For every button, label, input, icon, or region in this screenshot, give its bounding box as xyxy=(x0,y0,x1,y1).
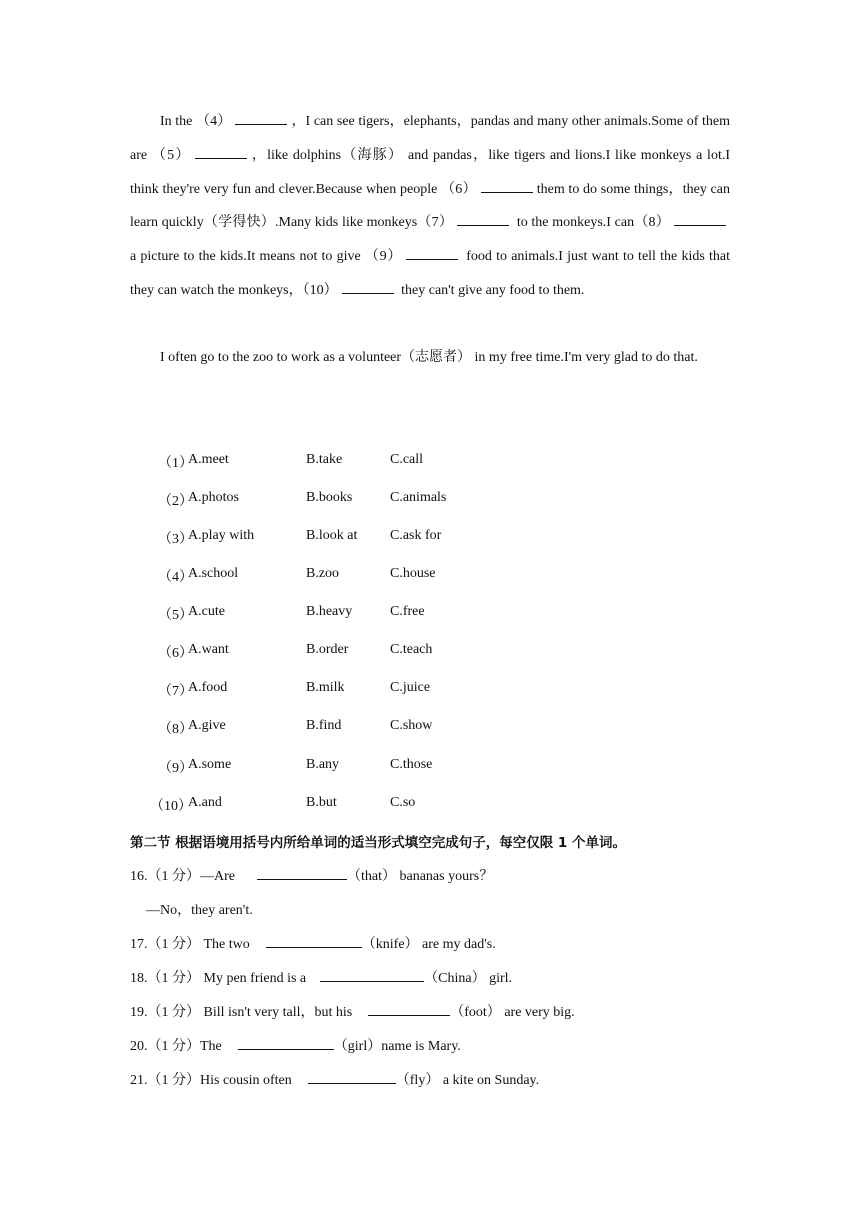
answer-blank-20[interactable] xyxy=(238,1035,334,1050)
option-a[interactable]: A.photos xyxy=(188,490,239,505)
passage-text: a picture to the kids.It means not to give （9） xyxy=(130,249,403,265)
answer-blank-16[interactable] xyxy=(257,865,347,880)
option-c[interactable]: C.free xyxy=(390,604,425,619)
question-19 xyxy=(130,1001,575,1021)
option-b[interactable]: B.find xyxy=(306,718,342,733)
passage-text: I often go to the zoo to work as a volunteer（志愿者） in my free time.I'm very glad to do that. xyxy=(160,350,698,365)
passage-text: them to do some things，they can learn quickly（学得快）.Many kids like monkeys（7） xyxy=(130,181,730,231)
answer-blank-21[interactable] xyxy=(308,1069,396,1084)
option-c[interactable]: C.juice xyxy=(390,680,431,695)
question-17 xyxy=(130,933,496,953)
option-a[interactable]: A.and xyxy=(188,795,222,810)
option-number: （1） xyxy=(158,456,193,471)
question-tail: girl. xyxy=(485,971,513,986)
option-c[interactable]: C.those xyxy=(390,757,433,772)
option-b[interactable]: B.but xyxy=(306,795,337,810)
option-number: （7） xyxy=(158,684,193,699)
option-a[interactable]: A.some xyxy=(188,757,232,772)
question-tail: are my dad's. xyxy=(418,937,496,952)
option-b[interactable]: B.any xyxy=(306,757,340,772)
answer-blank-4[interactable] xyxy=(235,108,287,125)
option-number: （6） xyxy=(158,646,193,661)
answer-blank-17[interactable] xyxy=(266,933,362,948)
option-b[interactable]: B.books xyxy=(306,490,353,505)
option-a[interactable]: A.play with xyxy=(188,528,255,543)
option-c[interactable]: C.animals xyxy=(390,490,447,505)
question-16-reply: —No，they aren't. xyxy=(146,903,253,918)
option-number: （5） xyxy=(158,608,193,623)
question-16 xyxy=(130,865,493,885)
answer-blank-7[interactable] xyxy=(457,209,509,226)
answer-blank-18[interactable] xyxy=(320,967,424,982)
question-word: （that） xyxy=(347,869,396,884)
question-tail: name is Mary. xyxy=(381,1039,461,1054)
question-prompt: 16.（1 分）—Are xyxy=(130,869,235,884)
question-tail: a kite on Sunday. xyxy=(439,1073,540,1088)
answer-blank-9[interactable] xyxy=(406,243,458,260)
passage-text: In the （4） xyxy=(160,114,232,129)
answer-blank-8[interactable] xyxy=(674,209,726,226)
question-word: （fly） xyxy=(395,1073,440,1088)
option-number: （3） xyxy=(158,532,193,547)
option-a[interactable]: A.school xyxy=(188,566,239,581)
option-b[interactable]: B.order xyxy=(306,642,349,657)
option-number: （4） xyxy=(158,570,193,585)
question-word: （knife） xyxy=(361,937,419,952)
option-a[interactable]: A.food xyxy=(188,680,228,695)
answer-blank-19[interactable] xyxy=(368,1001,450,1016)
option-c[interactable]: C.ask for xyxy=(390,528,442,543)
option-b[interactable]: B.milk xyxy=(306,680,345,695)
option-number: （9） xyxy=(158,761,193,776)
question-word: （girl） xyxy=(333,1039,382,1054)
option-number: （2） xyxy=(158,494,193,509)
option-number: （8） xyxy=(158,722,193,737)
passage-paragraph-1 xyxy=(130,105,730,308)
question-prompt: 17.（1 分） The two xyxy=(130,937,250,952)
option-c[interactable]: C.so xyxy=(390,795,416,810)
option-b[interactable]: B.zoo xyxy=(306,566,340,581)
question-tail: bananas yours？ xyxy=(396,869,494,884)
option-a[interactable]: A.want xyxy=(188,642,229,657)
option-number: （10） xyxy=(150,799,192,814)
question-20 xyxy=(130,1035,461,1055)
question-prompt: 21.（1 分）His cousin often xyxy=(130,1073,292,1088)
question-prompt: 20.（1 分）The xyxy=(130,1039,222,1054)
question-prompt: 18.（1 分） My pen friend is a xyxy=(130,971,307,986)
passage-text: ，I can see tigers，elephants，pandas and many other animals.Some of them are （5） xyxy=(130,114,730,163)
passage-text: they can't give any food to them. xyxy=(397,282,585,298)
answer-blank-6[interactable] xyxy=(481,176,533,193)
option-a[interactable]: A.cute xyxy=(188,604,225,619)
option-c[interactable]: C.house xyxy=(390,566,436,581)
option-b[interactable]: B.heavy xyxy=(306,604,353,619)
question-21 xyxy=(130,1069,539,1089)
question-tail: are very big. xyxy=(500,1005,575,1020)
passage-text: ，like dolphins（海豚） and pandas，like tigers and lions.I like monkeys a lot.I think they're very fun and clever.Because when people （6） xyxy=(130,147,731,197)
option-b[interactable]: B.look at xyxy=(306,528,358,543)
answer-blank-10[interactable] xyxy=(342,277,394,294)
option-b[interactable]: B.take xyxy=(306,452,343,467)
question-prompt: 19.（1 分） Bill isn't very tall，but his xyxy=(130,1005,353,1020)
question-18 xyxy=(130,967,512,987)
passage-text: to the monkeys.I can（8） xyxy=(513,215,670,231)
passage-paragraph-2 xyxy=(130,341,730,375)
option-c[interactable]: C.show xyxy=(390,718,433,733)
question-word: （China） xyxy=(424,971,486,986)
option-a[interactable]: A.meet xyxy=(188,452,229,467)
option-c[interactable]: C.teach xyxy=(390,642,433,657)
passage-text: food to animals.I just want to tell the kids that they can watch the monkeys，（10） xyxy=(130,249,730,298)
option-a[interactable]: A.give xyxy=(188,718,226,733)
question-word: （foot） xyxy=(450,1005,501,1020)
option-c[interactable]: C.call xyxy=(390,452,424,467)
answer-blank-5[interactable] xyxy=(195,142,247,159)
section-heading: 第二节 根据语境用括号内所给单词的适当形式填空完成句子，每空仅限 1 个单词。 xyxy=(130,835,626,851)
